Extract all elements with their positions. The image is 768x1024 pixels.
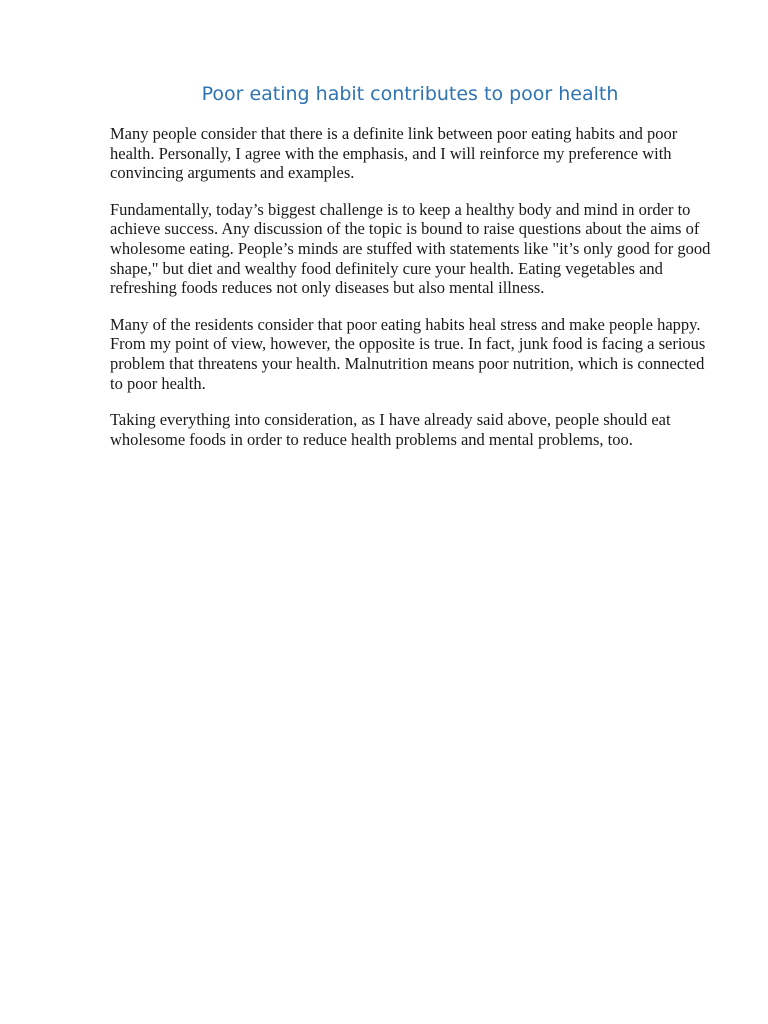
document-body: [110, 124, 714, 466]
paragraph-1: Many people consider that there is a definite link between poor eating habits and poor health. Personally, I agree with the emphasis, and I will reinforce my preference with convincing arguments and examples.: [110, 124, 678, 183]
paragraph-4: Taking everything into consideration, as I have already said above, people should eat wholesome foods in order to reduce health problems and mental problems, too.: [110, 410, 671, 449]
document-title: Poor eating habit contributes to poor health: [201, 83, 619, 105]
paragraph-2: Fundamentally, today’s biggest challenge is to keep a healthy body and mind in order to achieve success. Any discussion of the topic is bound to raise questions about the aims of wholesome eating. People’s minds are stuffed with statements like "it’s only good for good shape," but diet and wealthy food definitely cure your health. Eating vegetables and refreshing foods reduces not only diseases but also mental illness.: [110, 199, 711, 298]
paragraph-3: Many of the residents consider that poor eating habits heal stress and make people happy. From my point of view, however, the opposite is true. In fact, junk food is facing a serious problem that threatens your health. Malnutrition means poor nutrition, which is connected to poor health.: [110, 314, 706, 393]
